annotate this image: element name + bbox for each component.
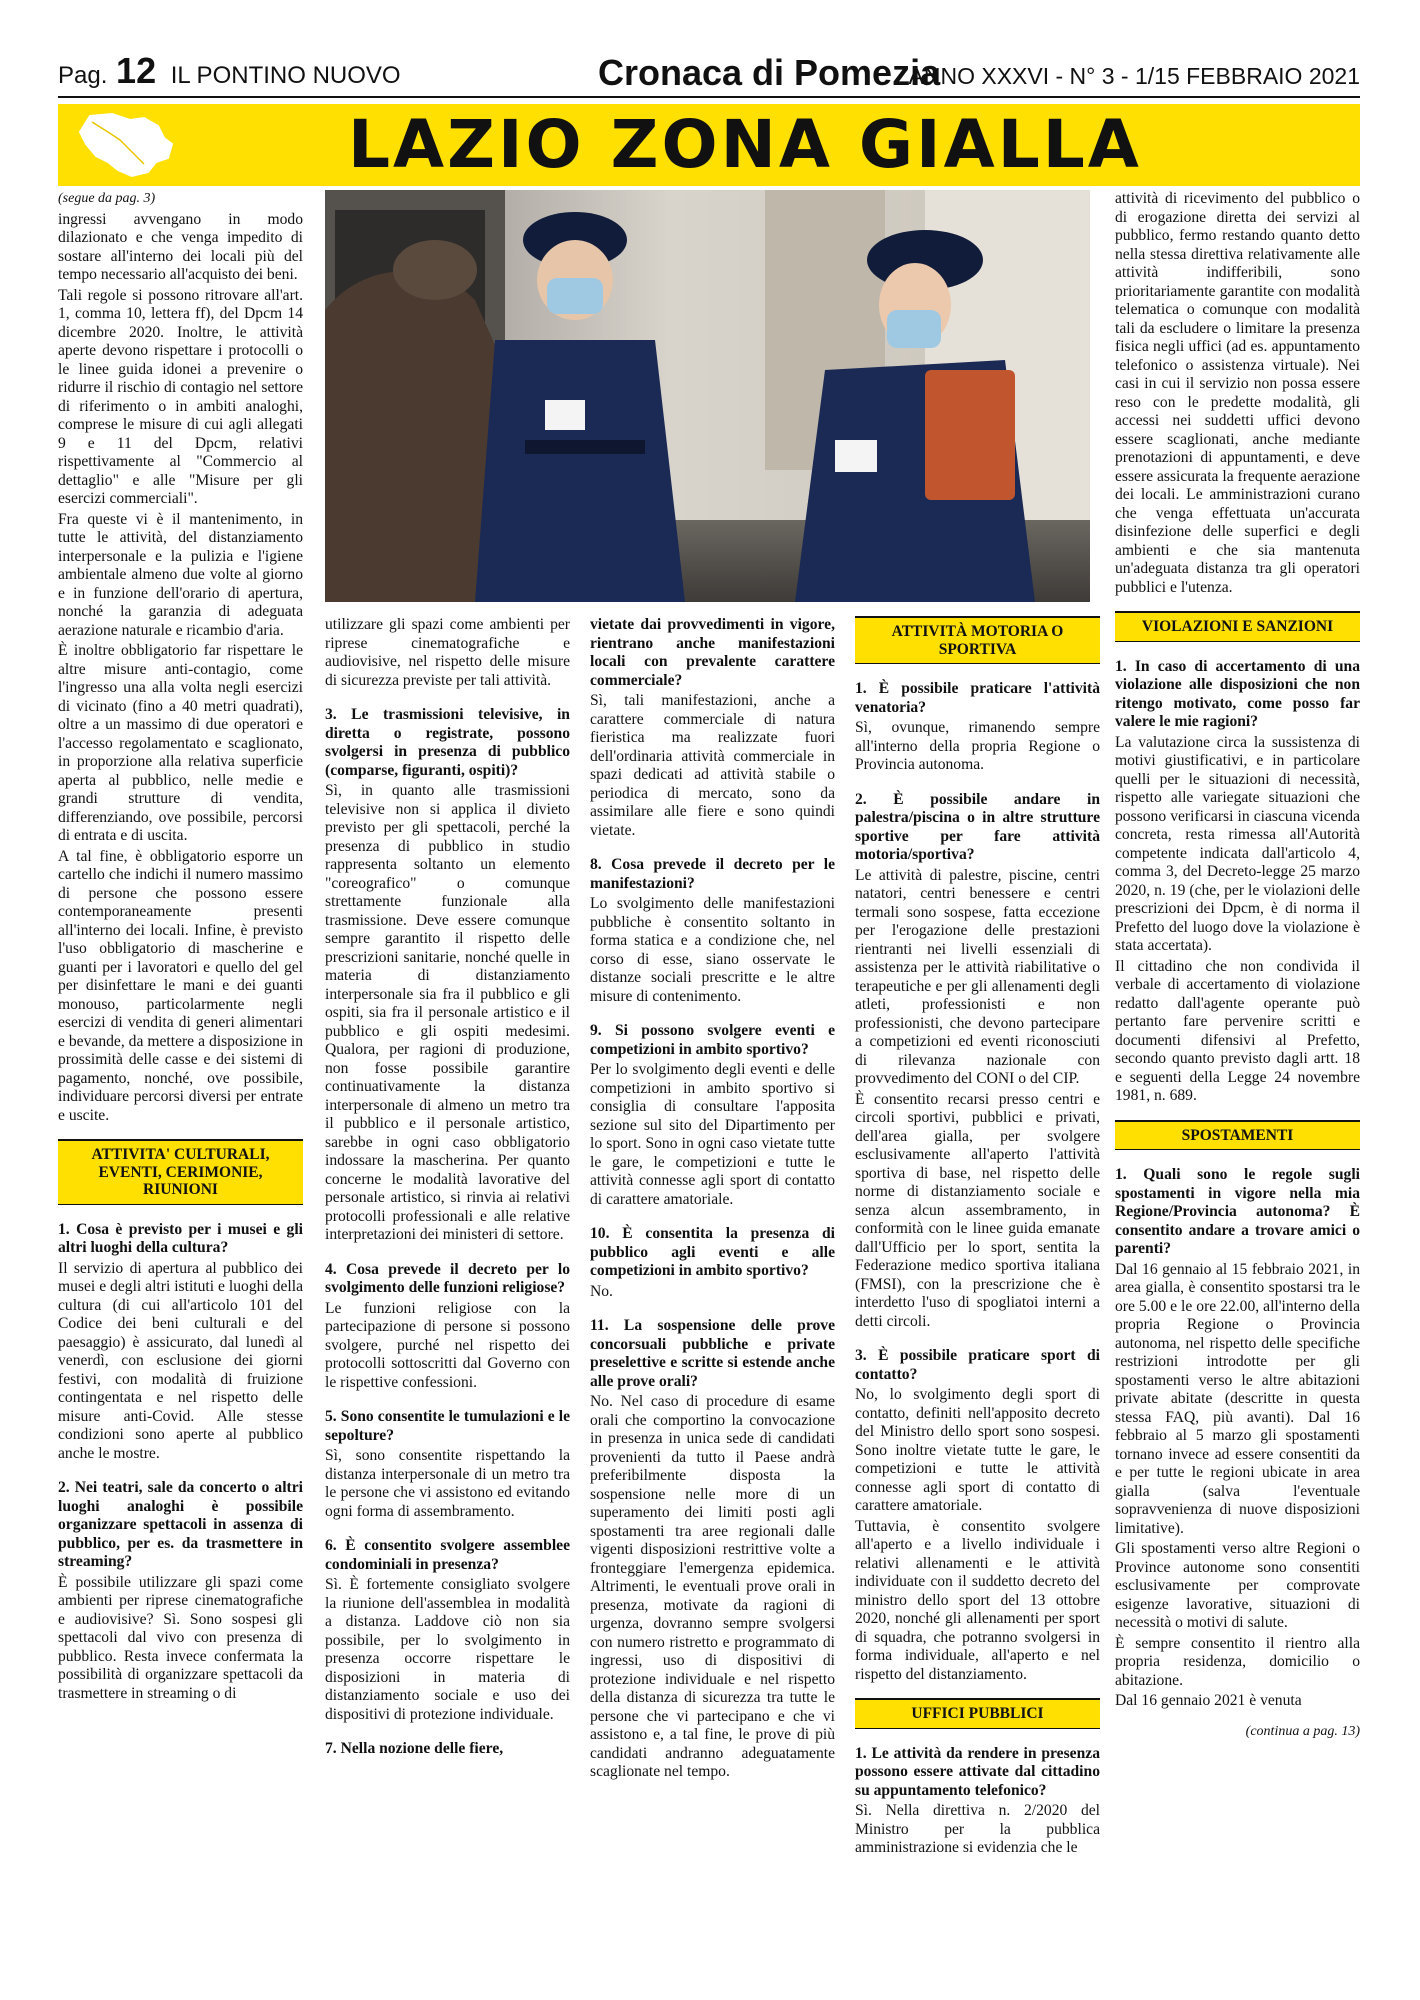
column-5 (1115, 190, 1360, 1743)
headline: LAZIO ZONA GIALLA (348, 106, 1142, 183)
section-box-violations: VIOLAZIONI E SANZIONI (1115, 611, 1360, 642)
answer: Sì, sono consentite rispettando la distanza interpersonale di un metro tra le persone che vi assistono ed evitando ogni forma di assembramento. (325, 1447, 570, 1520)
section-title: Cronaca di Pomezia (598, 52, 941, 93)
question: 1. In caso di accertamento di una violazione alle disposizioni che non ritengo motivato, come posso far valere le mie ragioni? (1115, 657, 1360, 730)
paper-name: IL PONTINO NUOVO (170, 62, 401, 89)
answer: È consentito recarsi presso centri e circoli sportivi, pubblici e privati, dell'area gialla, per svolgere esclusivamente all'aperto l'attività sportiva di base, nel rispetto delle norme di distanziamento sociale e senza alcun assembramento, in conformità con le linee guida emanate dall'Ufficio per lo sport, sentita la Federazione medico sportiva italiana (FMSI), con la prescrizione che è interdetto l'uso di spogliatoi interni a detti circoli. (855, 1090, 1100, 1330)
question: 8. Cosa prevede il decreto per le manifestazioni? (590, 856, 835, 892)
headline-banner (58, 104, 1360, 186)
page-number: 12 (116, 50, 157, 91)
continue-note: (continua a pag. 13) (1245, 1723, 1360, 1739)
question: 3. È possibile praticare sport di contatto? (855, 1347, 1100, 1383)
question: 1. Le attività da rendere in presenza possono essere attivate dal cittadino su appuntamento telefonico? (855, 1744, 1100, 1799)
answer: Gli spostamenti verso altre Regioni o Province autonome sono consentiti esclusivamente per comprovate esigenze lavorative, situazioni di necessità o motivi di salute. (1115, 1540, 1360, 1631)
answer: No. (590, 1282, 613, 1300)
column-3 (590, 616, 835, 1784)
question: 9. Si possono svolgere eventi e competizioni in ambito sportivo? (590, 1022, 835, 1058)
question: 4. Cosa prevede il decreto per lo svolgimento delle funzioni religiose? (325, 1260, 570, 1296)
paragraph: A tal fine, è obbligatorio esporre un cartello che indichi il numero massimo di persone che possono essere contemporaneamente presenti all'interno dei locali. Infine, è previsto l'uso obbligatorio di mascherine e guanti per i lavoratori e quello del gel per disinfettare le mani e dei guanti monouso, particolarmente negli esercizi di vendita di generi alimentari e bevande, da mettere a disposizione in prossimità delle casse e dei sistemi di pagamento, nonché, ove possibile, individuare percorsi diversi per entrate e uscite. (58, 847, 303, 1124)
section-box-movements: SPOSTAMENTI (1115, 1120, 1360, 1151)
column-1 (58, 190, 303, 1705)
paragraph: ingressi avvengano in modo dilazionato e che venga impedito di sostare all'interno dei locali più del tempo necessario all'acquisto dei beni. (58, 210, 303, 283)
section-box-sport: ATTIVITÀ MOTORIA O SPORTIVA (855, 616, 1100, 664)
question: 2. È possibile andare in palestra/piscina o in altre strutture sportive per fare attività motoria/sportiva? (855, 790, 1100, 863)
question: 3. Le trasmissioni televisive, in diretta o registrate, possono svolgersi in presenza di pubblico (comparse, figuranti, ospiti)? (325, 706, 570, 779)
paragraph: utilizzare gli spazi come ambienti per riprese cinematografiche e audiovisive, nel rispetto delle misure di sicurezza previste per tali attività. (325, 616, 570, 689)
answer: No. Nel caso di procedure di esame orali che comportino la convocazione in presenza in unica sede di candidati provenienti da tutto il Paese andrà preferibilmente disposta la sospensione nelle more di un superamento dei limiti posti agli spostamenti tra aree regionali dalle vigenti disposizioni restrittive volte a fronteggiare l'emergenza epidemica. Altrimenti, le eventuali prove orali in presenza, motivate da ragioni di urgenza, dovranno sempre svolgersi con numero ristretto e programmato di ingressi, uso di dispositivi di protezione individuale e nel rispetto della distanza di sicurezza tra tutte le persone che vi partecipano e che vi assistono e, a tal fine, le prove di più candidati andranno adeguatamente scaglionate nel tempo. (590, 1393, 835, 1780)
answer: È possibile utilizzare gli spazi come ambienti per riprese cinematografiche e audiovisive? Sì. Sono sospesi gli spettacoli dal vivo con presenza di pubblico. Resta invece confermata la possibilità di organizzare spettacoli da trasmettere in streaming o di (58, 1573, 303, 1702)
answer: Sì, in quanto alle trasmissioni televisive non si applica il divieto previsto per gli spettacoli, perché la presenza di pubblico in studio rappresenta soltanto un elemento "coreografico" o comunque strettamente funzionale alla trasmissione. Deve essere comunque sempre garantito il rispetto delle prescrizioni sanitarie, nonché quelle in materia di distanziamento interpersonale sia fra il pubblico e gli ospiti, sia fra il personale artistico e il pubblico e gli ospiti medesimi. Qualora, per ragioni di produzione, non fosse possibile garantire continuativamente la distanza interpersonale di almeno un metro tra il pubblico e il personale artistico, sarebbe in ogni caso obbligatorio indossare la mascherina. Per quanto concerne le modalità lavorative del personale artistico, si rinvia ai relativi protocolli professionali e alle relative interpretazioni dei ministeri di settore. (325, 782, 570, 1243)
answer: Lo svolgimento delle manifestazioni pubbliche è consentito soltanto in forma statica e a condizione che, nel corso di esse, siano osservate le distanze sociali prescritte e le altre misure di contenimento. (590, 895, 835, 1005)
answer: Sì, ovunque, rimanendo sempre all'interno della propria Regione o Provincia autonoma. (855, 719, 1100, 773)
answer: Le attività di palestre, piscine, centri natatori, centri benessere e centri termali sono sospese, fatta eccezione per l'erogazione delle prestazioni rientranti nei livelli essenziali di assistenza per le attività riabilitative o terapeutiche e per gli allenamenti degli atleti, professionisti e non professionisti, che devono partecipare a competizioni ed eventi riconosciuti di rilevanza nazionale con provvedimento del CONI o del CIP. (855, 866, 1100, 1087)
answer: Dal 16 gennaio al 15 febbraio 2021, in area gialla, è consentito spostarsi tra le ore 5.00 e le ore 22.00, all'interno della propria Regione o Provincia autonoma, nel rispetto delle specifiche restrizioni introdotte per gli spostamenti verso le altre abitazioni private abitate (descritte in questa stessa FAQ, più avanti). Dal 16 febbraio al 5 marzo gli spostamenti tornano invece ad essere consentiti da e per tutte le regioni ubicate in area gialla (salva l'eventuale sopravvenienza di nuove disposizioni limitative). (1115, 1260, 1360, 1537)
section-box-cultural: ATTIVITA' CULTURALI, EVENTI, CERIMONIE, RIUNIONI (58, 1139, 303, 1205)
answer: Sì. È fortemente consigliato svolgere la riunione dell'assemblea in modalità a distanza. Laddove ciò non sia possibile, per lo svolgimento in presenza occorre rispettare le disposizioni in materia di distanziamento sociale e uso dei dispositivi di protezione individuale. (325, 1576, 570, 1723)
answer: Per lo svolgimento degli eventi e delle competizioni in ambito sportivo si consiglia di consultare l'apposita sezione sul sito del Dipartimento per lo sport. Sono in ogni caso vietate tutte le gare, le competizioni e tutte le attività connesse agli sport di contatto di carattere amatoriale. (590, 1061, 835, 1208)
paragraph: Tali regole si possono ritrovare all'art. 1, comma 10, lettera ff), del Dpcm 14 dicembre 2020. Inoltre, le attività aperte devono rispettare i protocolli o le linee guida idonei a prevenire o ridurre il rischio di contagio nel settore di riferimento o in ambiti analoghi, comprese le misure di cui agli allegati 9 e 11 del Dpcm, relativi rispettivamente al "Commercio al dettaglio" e alle "Misure per gli esercizi commerciali". (58, 286, 303, 507)
question: 6. È consentito svolgere assemblee condominiali in presenza? (325, 1537, 570, 1573)
answer: Il servizio di apertura al pubblico dei musei e degli altri istituti e luoghi della cultura (di cui all'articolo 101 del Codice dei beni culturali e del paesaggio) è assicurato, dal lunedì al venerdì, con esclusione dei giorni festivi, con modalità di fruizione contingentata e nel rispetto delle misure anti-Covid. Alle stesse condizioni sono aperte al pubblico anche le mostre. (58, 1259, 303, 1462)
section-box-offices: UFFICI PUBBLICI (855, 1698, 1100, 1729)
masthead (58, 50, 1360, 98)
issue-info: ANNO XXXVI - N° 3 - 1/15 FEBBRAIO 2021 (908, 63, 1360, 89)
question: 5. Sono consentite le tumulazioni e le sepolture? (325, 1408, 570, 1444)
answer: È sempre consentito il rientro alla propria residenza, domicilio o abitazione. (1115, 1634, 1360, 1689)
police-officers-image (325, 190, 1090, 602)
answer: Tuttavia, è consentito svolgere all'aperto e a livello individuale i relativi allenamenti e le attività individuate con il suddetto decreto del ministro dello sport del 13 ottobre 2020, nonché gli allenamenti per sport di squadra, che potranno svolgersi in forma individuale, all'aperto e nel rispetto del distanziamento. (855, 1517, 1100, 1683)
paragraph: Fra queste vi è il mantenimento, in tutte le attività, del distanziamento interpersonale e la pulizia e l'igiene ambientale almeno due volte al giorno e in funzione dell'orario di apertura, nonché la garanzia di adeguata aerazione naturale e ricambio d'aria. (58, 510, 303, 639)
pag-label: Pag. (58, 62, 108, 89)
question: 1. È possibile praticare l'attività venatoria? (855, 680, 1100, 716)
police-photo (325, 190, 1090, 602)
segue-note: (segue da pag. 3) (58, 191, 156, 206)
question: vietate dai provvedimenti in vigore, rientrano anche manifestazioni locali con prevalente carattere commerciale? (590, 616, 835, 689)
answer: La valutazione circa la sussistenza di motivi giustificativi, e in particolare quelli per le situazioni di necessità, rispetto alle variegate situazioni che possono verificarsi in ciascuna vicenda concreta, resta rimessa all'Autorità competente indicata dall'articolo 4, comma 3, del Decreto-legge 25 marzo 2020, n. 19 (che, per le violazioni delle prescrizioni dei Dpcm, è di norma il Prefetto del luogo dove la violazione è stata accertata). (1115, 733, 1360, 954)
answer: Le funzioni religiose con la partecipazione di persone si possono svolgere, purché nel rispetto dei protocolli sottoscritti dal Governo con le rispettive confessioni. (325, 1299, 570, 1391)
lazio-map-icon (72, 110, 182, 180)
paragraph: attività di ricevimento del pubblico o di erogazione diretta dei servizi al pubblico, fermo restando quanto detto nella stessa direttiva relativamente alle attività indifferibili, sono prioritariamente garantite con modalità telematica o comunque con modalità tali da escludere o limitare la presenza fisica negli uffici (ad es. appuntamento telefonico o assistenza virtuale). Nei casi in cui il servizio non possa essere reso con le predette modalità, gli accessi nei suddetti uffici devono essere scaglionati, anche mediante prenotazioni di appuntamenti, e deve essere assicurata la frequente aerazione dei locali. Le amministrazioni curano che venga effettuata un'accurata disinfezione delle superfici e degli ambienti e che sia mantenuta un'adeguata distanza tra gli operatori pubblici e l'utenza. (1115, 190, 1361, 596)
question: 1. Cosa è previsto per i musei e gli altri luoghi della cultura? (58, 1220, 303, 1256)
answer: Sì, tali manifestazioni, anche a carattere commerciale di natura fieristica ma realizzate fuori dell'ordinaria attività commerciale in spazi dedicati ad attività stabile o periodica di mercato, sono da assimilare alle fiere e sono quindi vietate. (590, 692, 835, 839)
answer: Sì. Nella direttiva n. 2/2020 del Ministro per la pubblica amministrazione si evidenzia che le (855, 1802, 1100, 1856)
page-label (58, 50, 401, 92)
column-2 (325, 616, 570, 1761)
question: 10. È consentita la presenza di pubblico agli eventi e alle competizioni in ambito sportivo? (590, 1225, 835, 1279)
answer: No, lo svolgimento degli sport di contatto, definiti nell'apposito decreto del Ministro dello sport sono sospesi. Sono inoltre vietate tutte le gare, le competizioni e tutte le attività connesse agli sport di contatto di carattere amatoriale. (855, 1386, 1100, 1514)
answer: Il cittadino che non condivida il verbale di accertamento di violazione redatto dall'agente operante può pertanto fare pervenire scritti e documenti difensivi al Prefetto, secondo quanto previsto dagli artt. 18 e seguenti della Legge 24 novembre 1981, n. 689. (1115, 957, 1360, 1104)
question: 2. Nei teatri, sale da concerto o altri luoghi analoghi è possibile organizzare spettacoli in assenza di pubblico, per es. da trasmettere in streaming? (58, 1479, 303, 1570)
question: 1. Quali sono le regole sugli spostamenti in vigore nella mia Regione/Provincia autonoma? È consentito andare a trovare amici o parenti? (1115, 1166, 1360, 1257)
answer: Dal 16 gennaio 2021 è venuta (1115, 1692, 1302, 1709)
column-4 (855, 616, 1100, 1860)
question: 7. Nella nozione delle fiere, (325, 1740, 504, 1757)
question: 11. La sospensione delle prove concorsuali pubbliche e private preselettive e scritte si estende anche alle prove orali? (590, 1317, 835, 1390)
paragraph: È inoltre obbligatorio far rispettare le altre misure anti-contagio, come l'ingresso una alla volta negli esercizi di vicinato (fino a 40 metri quadrati), oltre a un massimo di due operatori e l'accesso regolamentato e scaglionato, in proporzione alla relativa superficie aperta al pubblico, nelle medie e grandi strutture di vendita, differenziando, ove possibile, percorsi di entrata e di uscita. (58, 642, 303, 844)
